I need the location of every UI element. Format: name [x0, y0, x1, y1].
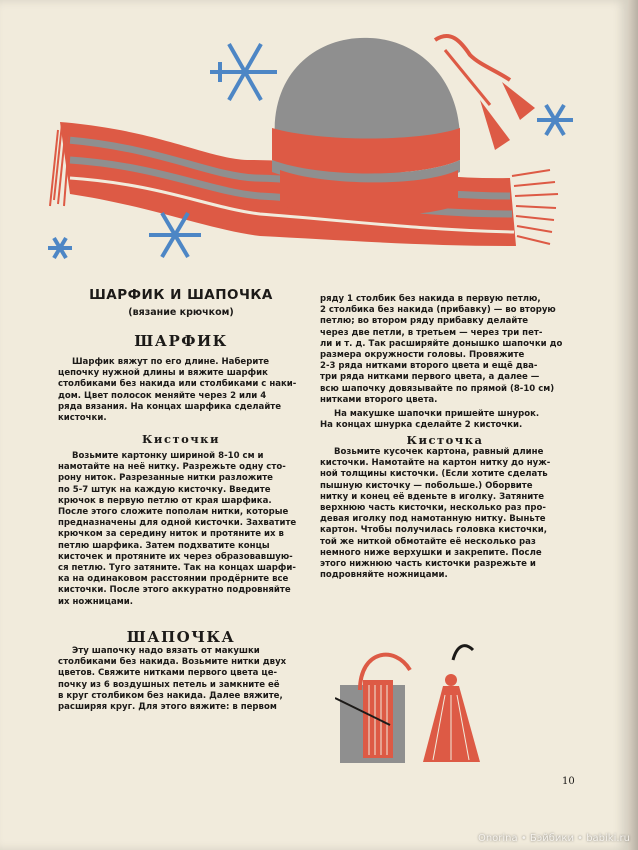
tassels-paragraph	[58, 451, 308, 608]
text-line: цепочку нужной длины и вяжите шарфик	[58, 368, 268, 379]
hat-paragraph	[58, 646, 308, 713]
text-line: предназначены для одной кисточки. Захватите	[58, 518, 297, 529]
text-line: кисточки. После этого аккуратно подровняйте	[58, 585, 291, 596]
text-line: ка на одинаковом расстоянии продёрните все	[58, 574, 289, 585]
text-line: ли и т. д. Так расширяйте донышко шапочки до	[320, 338, 563, 349]
text-line: 2 столбика без накида (прибавку) — во вторую	[320, 305, 556, 316]
hat-and-scarf-illustration	[40, 10, 580, 280]
scarf-heading: ШАРФИК	[134, 332, 228, 350]
text-line: ряду 1 столбик без накида в первую петлю,	[320, 294, 541, 304]
text-line: расширяя круг. Для этого вяжите: в первом	[58, 702, 277, 713]
text-line: кисточек и протяните их через образовавшую-	[58, 551, 293, 562]
text-line: три ряда нитками первого цвета, а далее —	[320, 372, 540, 383]
text-line: по 5-7 штук на каждую кисточку. Введите	[58, 484, 271, 495]
text-line: девая иголку под намотанную нитку. Выньте	[320, 514, 546, 525]
scarf-paragraph	[58, 357, 308, 424]
text-line: подровняйте ножницами.	[320, 570, 448, 581]
tassels-heading: Кисточки	[141, 432, 221, 446]
article-title: ШАРФИК И ШАПОЧКА	[89, 287, 273, 303]
text-line: цветов. Свяжите нитками первого цвета це-	[58, 668, 278, 679]
text-line: их ножницами.	[58, 596, 133, 607]
text-line: размера окружности головы. Провяжите	[320, 350, 525, 361]
text-line: Эту шапочку надо вязать от макушки	[72, 646, 260, 656]
watermark: Onorina • Бэйбики • babiki.ru	[477, 833, 630, 844]
text-line: столбиками без накида. Возьмите нитки двух	[58, 657, 287, 668]
text-line: той же ниткой обмотайте её несколько раз	[320, 536, 536, 547]
text-line: нитку и конец её вденьте в иголку. Затяните	[320, 491, 545, 502]
text-line: почку из 6 воздушных петель и замкните её	[58, 679, 280, 690]
text-line: ной толщины кисточки. (Если хотите сделать	[320, 469, 548, 480]
text-line: ся петлю. Туго затяните. Так на концах шарфи-	[58, 563, 296, 574]
text-line: этого нижнюю часть кисточки разрежьте и	[320, 559, 536, 570]
page-number: 10	[562, 776, 575, 787]
text-line: столбиками без накида или столбиками с наки-	[58, 379, 297, 390]
text-line: После этого сложите пополам нитки, которые	[58, 507, 289, 518]
text-line: Возьмите картонку шириной 8-10 см и	[72, 451, 264, 461]
hat-heading: ШАПОЧКА	[126, 628, 236, 646]
text-line: пышную кисточку — побольше.) Оборвите	[320, 480, 533, 491]
text-line: петлю шарфика. Затем подхватите концы	[58, 540, 270, 551]
text-line: немного ниже верхушки и закрепите. После	[320, 547, 542, 558]
tassel-paragraph	[320, 447, 576, 581]
tassel-heading: Кисточка	[406, 433, 484, 447]
article-subtitle: (вязание крючком)	[128, 307, 234, 318]
text-line: ряда вязания. На концах шарфика сделайте	[58, 401, 282, 412]
page-edge	[628, 0, 638, 850]
text-line: верхнюю часть кисточки, несколько раз про-	[320, 503, 546, 514]
text-line: Шарфик вяжут по его длине. Наберите	[72, 357, 270, 367]
text-line: крючок в первую петлю от края шарфика.	[58, 495, 272, 506]
text-line: петлю; во втором ряду прибавку делайте	[320, 316, 529, 327]
text-line: через две петли, в третьем — через три пет-	[320, 327, 543, 338]
text-line: кисточки. Намотайте на картон нитку до нуж-	[320, 458, 551, 469]
text-line: кисточки.	[58, 413, 107, 424]
text-line: 2-3 ряда нитками второго цвета и ещё два-	[320, 361, 538, 372]
text-line: нитками второго цвета.	[320, 394, 438, 405]
text-line: Возьмите кусочек картона, равный длине	[334, 447, 544, 457]
text-line: На концах шнурка сделайте 2 кисточки.	[320, 420, 523, 431]
text-line: в круг столбиком без накида. Далее вяжите,	[58, 690, 283, 701]
hat-paragraph-continued	[320, 294, 576, 431]
text-line: рону ниток. Разрезанные нитки разложите	[58, 473, 273, 484]
text-line: намотайте на неё нитку. Разрежьте одну сто-	[58, 462, 286, 473]
tassel-making-illustration	[335, 640, 485, 770]
text-line: дом. Цвет полосок меняйте через 2 или 4	[58, 390, 267, 401]
text-line: всю шапочку довязывайте по прямой (8-10 см)	[320, 383, 555, 394]
text-line: На макушке шапочки пришейте шнурок.	[334, 409, 540, 420]
text-line: картон. Чтобы получилась головка кисточки,	[320, 525, 547, 536]
text-line: крючком за середину ниток и протяните их в	[58, 529, 284, 540]
